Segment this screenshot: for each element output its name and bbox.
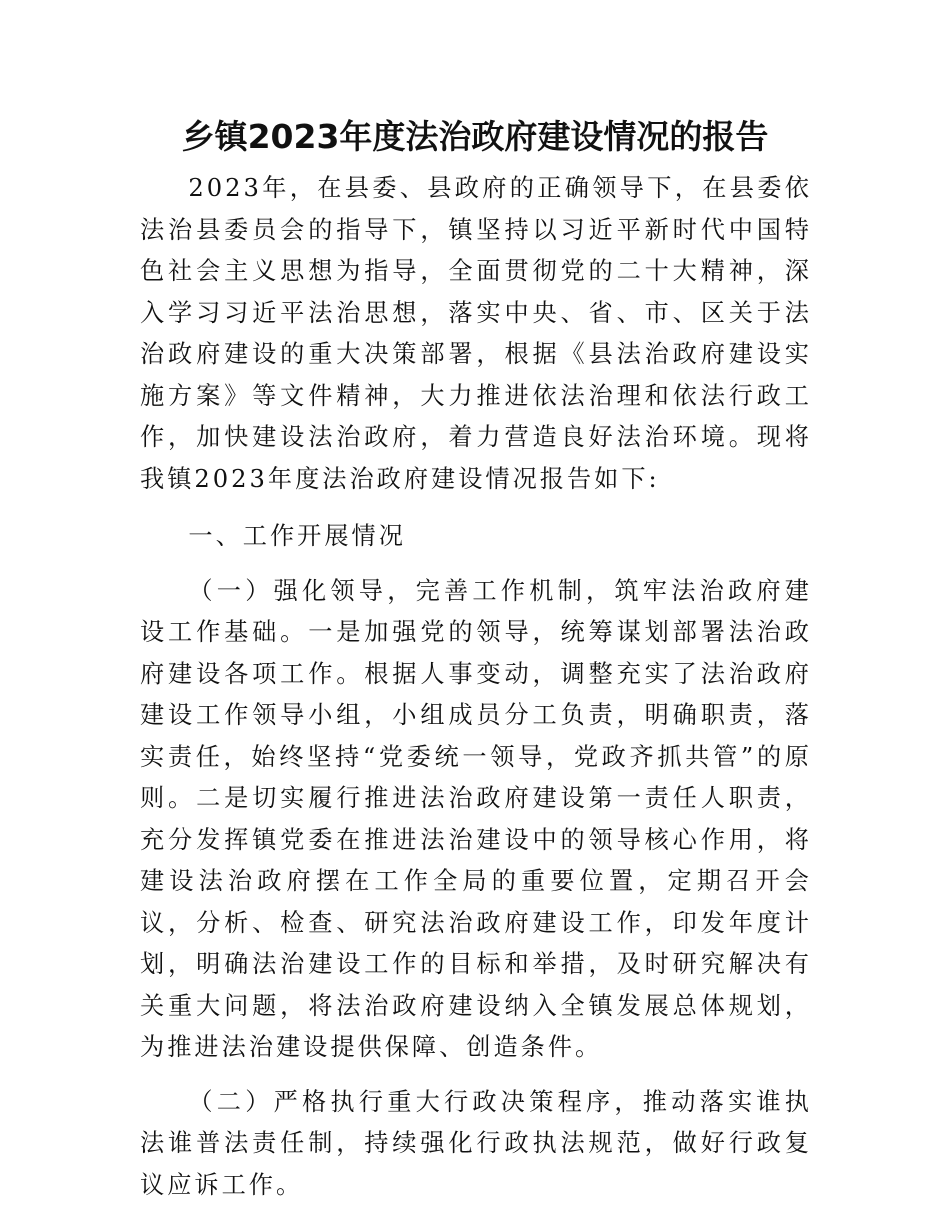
- section-heading: 一、工作开展情况: [188, 522, 406, 550]
- document-title: 乡镇2023年度法治政府建设情况的报告: [181, 117, 769, 156]
- subsection-2-paragraph: （二）严格执行重大行政决策程序，推动落实谁执法谁普法责任制，持续强化行政执法规范，做好行政复议应诉工作。: [140, 1087, 812, 1199]
- intro-paragraph: 2023年，在县委、县政府的正确领导下，在县委依法治县委员会的指导下，镇坚持以习近平新时代中国特色社会主义思想为指导，全面贯彻党的二十大精神，深入学习习近平法治思想，落实中央、省、市、区关于法治政府建设的重大决策部署，根据《县法治政府建设实施方案》等文件精神，大力推进依法治理和依法行政工作，加快建设法治政府，着力营造良好法治环境。现将我镇2023年度法治政府建设情况报告如下:: [140, 174, 812, 493]
- document-body: [140, 168, 812, 1206]
- subsection-1-paragraph: （一）强化领导，完善工作机制，筑牢法治政府建设工作基础。一是加强党的领导，统筹谋划部署法治政府建设各项工作。根据人事变动，调整充实了法治政府建设工作领导小组，小组成员分工负责，明确职责，落实责任，始终坚持“党委统一领导，党政齐抓共管”的原则。二是切实履行推进法治政府建设第一责任人职责，充分发挥镇党委在推进法治建设中的领导核心作用，将建设法治政府摆在工作全局的重要位置，定期召开会议，分析、检查、研究法治政府建设工作，印发年度计划，明确法治建设工作的目标和举措，及时研究解决有关重大问题，将法治政府建设纳入全镇发展总体规划，为推进法治建设提供保障、创造条件。: [140, 576, 812, 1061]
